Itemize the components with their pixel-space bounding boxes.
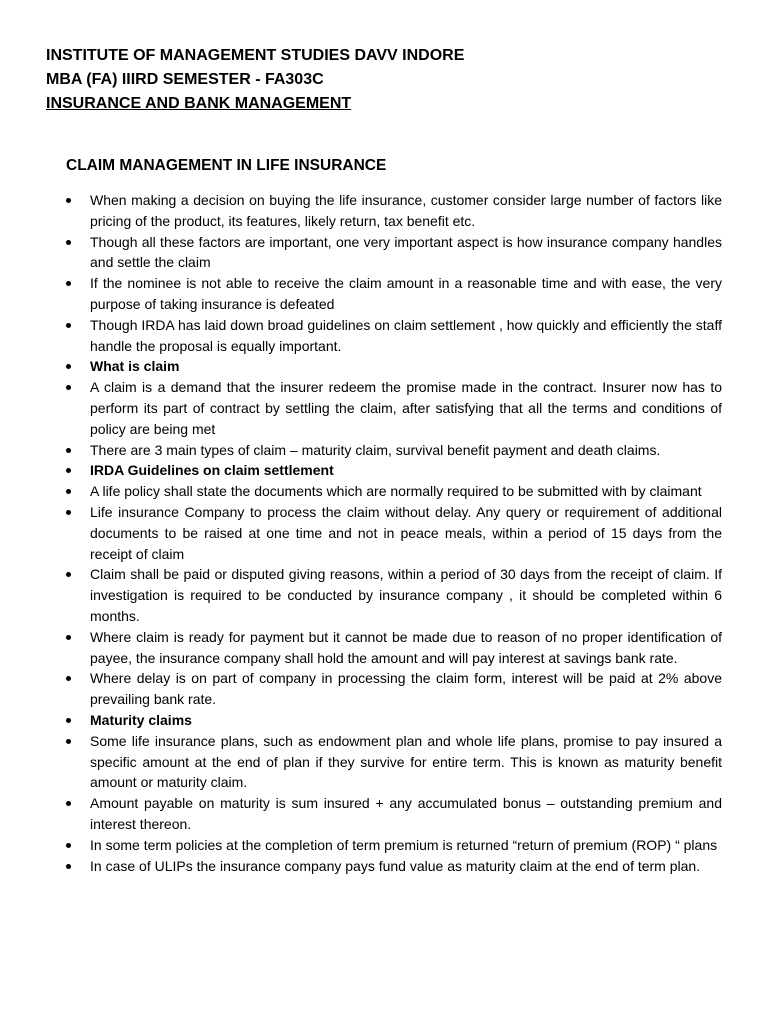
bullet-dot-icon [66, 448, 71, 453]
bullet-dot-icon [66, 468, 71, 473]
bullet-text: What is claim [90, 358, 180, 375]
bullet-text: There are 3 main types of claim – maturity claim, survival benefit payment and death claims. [90, 441, 661, 458]
bullet-item [46, 315, 722, 357]
bullet-text: When making a decision on buying the life insurance, customer consider large number of factors like pricing of the product, its features, likely return, tax benefit etc. [90, 192, 722, 229]
bullet-heading [46, 460, 722, 481]
bullet-text: Though all these factors are important, one very important aspect is how insurance company handles and settle the claim [90, 233, 722, 271]
bullet-dot-icon [66, 385, 71, 390]
bullet-item [46, 377, 722, 439]
bullet-item [46, 273, 722, 315]
bullet-dot-icon [66, 510, 71, 515]
bullet-text: Though IRDA has laid down broad guidelines on claim settlement , how quickly and efficiently the staff handle the proposal is equally important. [90, 316, 722, 354]
course-title: INSURANCE AND BANK MANAGEMENT [46, 95, 352, 112]
document-header [46, 44, 722, 116]
bullet-text: Where claim is ready for payment but it cannot be made due to reason of no proper identification of payee, the insurance company shall hold the amount and will pay interest at savings bank rate. [90, 628, 722, 666]
bullet-dot-icon [66, 489, 71, 494]
bullet-list [46, 190, 722, 876]
institute-name: INSTITUTE OF MANAGEMENT STUDIES DAVV INDORE [46, 47, 465, 64]
program-semester: MBA (FA) IIIRD SEMESTER - FA303C [46, 71, 324, 88]
bullet-text: Amount payable on maturity is sum insured + any accumulated bonus – outstanding premium and interest thereon. [90, 795, 722, 832]
bullet-dot-icon [66, 281, 71, 286]
bullet-item [46, 440, 722, 461]
bullet-text: IRDA Guidelines on claim settlement [90, 462, 334, 479]
bullet-text: Some life insurance plans, such as endowment plan and whole life plans, promise to pay insured a specific amount at the end of plan if they survive for entire term. This is known as maturity benefit amount or maturity claim. [90, 732, 722, 791]
bullet-text: In case of ULIPs the insurance company pays fund value as maturity claim at the end of term plan. [90, 857, 701, 874]
bullet-text: If the nominee is not able to receive the claim amount in a reasonable time and with ease, the very purpose of taking insurance is defeated [90, 275, 722, 312]
bullet-dot-icon [66, 801, 71, 806]
bullet-dot-icon [66, 676, 71, 681]
bullet-dot-icon [66, 739, 71, 744]
bullet-item [46, 502, 722, 564]
bullet-text: In some term policies at the completion of term premium is returned “return of premium (ROP) “ plans [90, 836, 718, 853]
bullet-heading [46, 356, 722, 377]
bullet-dot-icon [66, 240, 71, 245]
bullet-text: Life insurance Company to process the claim without delay. Any query or requirement of additional documents to be raised at one time and not in peace meals, within a period of 15 days from the receipt of claim [90, 503, 722, 562]
bullet-item [46, 731, 722, 793]
bullet-text: A claim is a demand that the insurer redeem the promise made in the contract. Insurer now has to perform its part of contract by settling the claim, after satisfying that all the terms and conditions of policy are being met [90, 379, 722, 437]
bullet-heading [46, 710, 722, 731]
bullet-text: Maturity claims [90, 711, 192, 728]
bullet-dot-icon [66, 572, 71, 577]
bullet-text: Where delay is on part of company in processing the claim form, interest will be paid at 2% above prevailing bank rate. [90, 670, 722, 708]
bullet-item [46, 481, 722, 502]
bullet-dot-icon [66, 864, 71, 869]
bullet-dot-icon [66, 635, 71, 640]
bullet-item [46, 668, 722, 710]
bullet-text: A life policy shall state the documents which are normally required to be submitted with by claimant [90, 483, 702, 500]
bullet-item [46, 856, 722, 877]
bullet-dot-icon [66, 364, 71, 369]
section-title: CLAIM MANAGEMENT IN LIFE INSURANCE [66, 157, 387, 174]
bullet-item [46, 232, 722, 274]
bullet-dot-icon [66, 198, 71, 203]
bullet-dot-icon [66, 843, 71, 848]
bullet-item [46, 835, 722, 856]
bullet-dot-icon [66, 323, 71, 328]
bullet-text: Claim shall be paid or disputed giving reasons, within a period of 30 days from the receipt of claim. If investigation is required to be conducted by insurance company , it should be completed within 6 months. [90, 566, 722, 624]
bullet-item [46, 627, 722, 669]
bullet-item [46, 793, 722, 835]
bullet-item [46, 564, 722, 626]
bullet-item [46, 190, 722, 232]
bullet-dot-icon [66, 718, 71, 723]
